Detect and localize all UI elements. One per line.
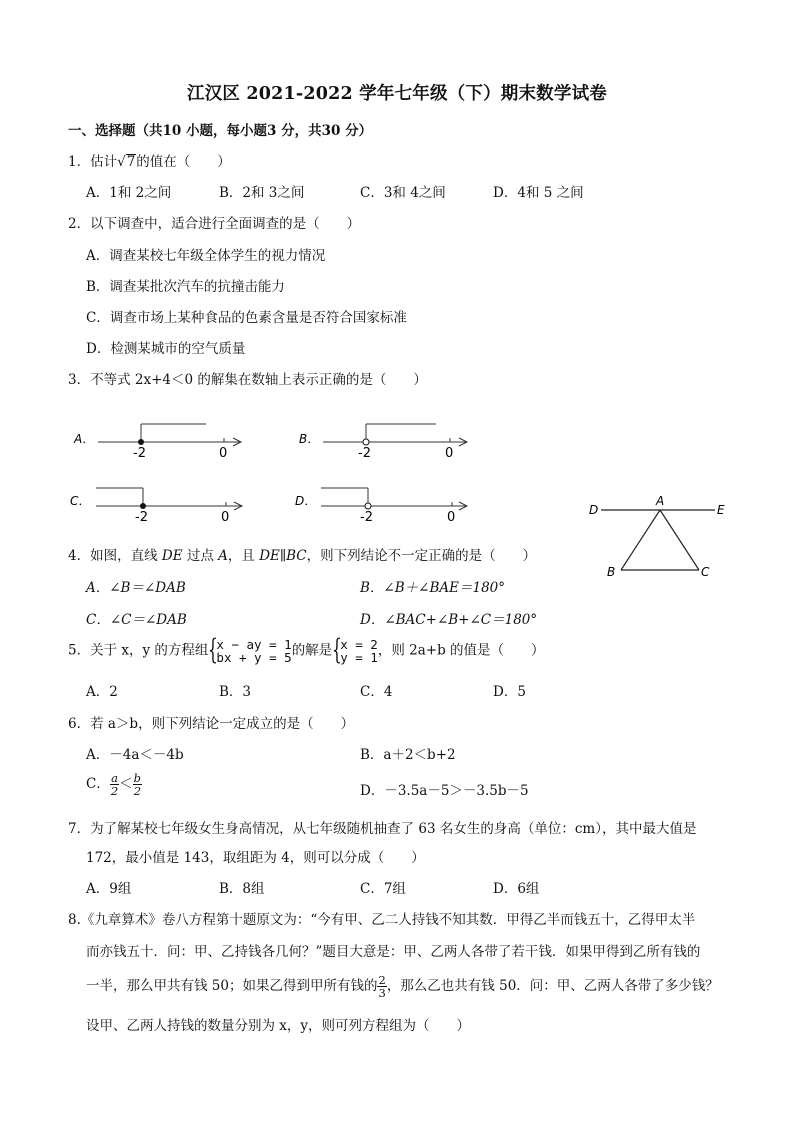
q2-option-d[interactable]: D．检测某城市的空气质量 [86, 341, 246, 357]
tick-minus-2: -2 [360, 510, 373, 525]
q5-option-c[interactable]: C．4 [360, 684, 393, 700]
numerator-a: a [111, 771, 118, 785]
page-title: 江汉区 2021-2022 学年七年级（下）期末数学试卷 [187, 84, 607, 104]
q6-option-d[interactable]: D．－3.5a－5＞－3.5b－5 [360, 783, 529, 799]
q4-option-c[interactable]: C．∠C＝∠DAB [86, 612, 187, 628]
q4-text-3: ，且 [227, 548, 260, 564]
frac-denominator: 3 [378, 986, 386, 1000]
q5-text-3: ，则 2a+b 的值是（ ） [377, 642, 545, 659]
tick-0: 0 [447, 510, 456, 525]
tick-0: 0 [219, 446, 228, 461]
tick-minus-2: -2 [135, 510, 148, 525]
question-8-line-4: 设甲、乙两人持钱的数量分别为 x，y，则可列方程组为（ ） [86, 1018, 471, 1034]
fraction-b-over-2 [133, 772, 142, 797]
tick-minus-2: -2 [133, 446, 146, 461]
q6-option-c-label: C． [86, 776, 110, 792]
number-line-b[interactable] [299, 424, 467, 461]
option-a-label: A． [74, 432, 95, 446]
number-line-d[interactable] [295, 488, 467, 525]
question-3: 3．不等式 2x+4＜0 的解集在数轴上表示正确的是（ ） [68, 372, 427, 388]
number-line-a[interactable] [73, 424, 241, 461]
q6-option-a[interactable]: A．－4a＜－4b [86, 747, 184, 763]
question-6: 6．若 a＞b，则下列结论一定成立的是（ ） [68, 716, 355, 732]
less-than: ＜ [119, 776, 133, 792]
solution-y: y = 1 [340, 650, 378, 665]
number-line-c[interactable] [70, 488, 242, 525]
q8-text-a: 一半，那么甲共有钱 50；如果乙得到甲所有钱的 [86, 978, 378, 994]
triangle-figure [585, 495, 745, 585]
equation-1: x − ay = 1 [216, 637, 292, 652]
q4-line-de: DE [161, 548, 183, 564]
numerator-b: b [133, 771, 142, 785]
label-a: A [656, 495, 665, 508]
q4-text-4: ，则下列结论不一定正确的是（ ） [306, 548, 537, 564]
question-8-line-2: 而亦钱五十．问：甲、乙持钱各几何？”题目大意是：甲、乙两人各带了若干钱．如果甲得到乙所有钱的 [86, 944, 701, 960]
q7-option-d[interactable]: D．6组 [493, 881, 540, 897]
label-c: C [701, 565, 710, 579]
q7-option-c[interactable]: C．7组 [360, 881, 406, 897]
q2-option-c[interactable]: C．调查市场上某种食品的色素含量是否符合国家标准 [86, 310, 407, 326]
q4-option-b[interactable]: B．∠B＋∠BAE＝180° [360, 580, 506, 596]
tick-0: 0 [445, 446, 454, 461]
denominator: 2 [110, 784, 119, 798]
option-b-label: B． [299, 432, 320, 446]
q5-option-a[interactable]: A．2 [86, 684, 118, 700]
sqrt-radicand: 7 [126, 154, 136, 170]
q4-option-d[interactable]: D．∠BAC+∠B+∠C＝180° [360, 612, 538, 628]
q5-option-d[interactable]: D．5 [493, 684, 526, 700]
q4-point-a: A [218, 548, 228, 564]
question-1-prefix: 1．估计 [68, 154, 118, 170]
solution-x: x = 2 [340, 637, 378, 652]
question-7-line-2: 172，最小值是 143，取组距为 4，则可以分成（ ） [86, 850, 425, 866]
option-d-label: D． [295, 494, 317, 508]
q2-option-b[interactable]: B．调查某批次汽车的抗撞击能力 [86, 279, 285, 295]
q4-text-2: 过点 [182, 548, 219, 564]
q7-option-a[interactable]: A．9组 [86, 881, 132, 897]
tick-0: 0 [221, 510, 230, 525]
question-8-line-3 [86, 974, 719, 999]
sqrt-sign: √ [117, 154, 126, 170]
label-b: B [607, 565, 616, 579]
q8-text-b: ，那么乙也共有钱 50．问：甲、乙两人各带了多少钱？ [386, 978, 719, 994]
denominator: 2 [133, 784, 142, 798]
q1-option-a[interactable]: A．1和 2之间 [86, 185, 172, 201]
fraction-two-thirds [377, 974, 386, 999]
frac-numerator: 2 [378, 973, 386, 987]
q6-option-c[interactable] [86, 772, 142, 797]
q5-text-2: 的解是 [291, 642, 333, 659]
q6-option-b[interactable]: B．a＋2＜b+2 [360, 747, 456, 763]
q1-option-d[interactable]: D．4和 5 之间 [493, 185, 584, 201]
q4-option-a[interactable]: A．∠B＝∠DAB [86, 580, 186, 596]
equation-system: { x − ay = 1 bx + y = 5 [208, 633, 292, 666]
q1-option-c[interactable]: C．3和 4之间 [360, 185, 446, 201]
q4-text-1: 4．如图，直线 [68, 548, 162, 564]
label-d: D [589, 503, 599, 517]
section-heading: 一、选择题（共10 小题，每小题3 分，共30 分） [68, 123, 373, 139]
q5-text-1: 5．关于 x，y 的方程组 [68, 642, 209, 659]
question-4 [68, 544, 536, 564]
label-e: E [717, 503, 725, 517]
option-c-label: C． [70, 494, 91, 508]
question-5 [68, 633, 545, 666]
equation-2: bx + y = 5 [216, 650, 292, 665]
question-1 [68, 150, 231, 170]
question-7-line-1: 7．为了解某校七年级女生身高情况，从七年级随机抽查了 63 名女生的身高（单位：cm），其中最大值是 [68, 821, 697, 837]
question-1-suffix: 的值在（ ） [136, 154, 231, 170]
q7-option-b[interactable]: B．8组 [219, 881, 265, 897]
q5-option-b[interactable]: B．3 [219, 684, 252, 700]
question-8-line-1: 8.《九章算术》卷八方程第十题原文为：“今有甲、乙二人持钱不知其数．甲得乙半而钱五十，乙得甲太半 [68, 912, 696, 928]
q2-option-a[interactable]: A．调查某校七年级全体学生的视力情况 [86, 248, 326, 264]
q1-option-b[interactable]: B．2和 3之间 [219, 185, 305, 201]
q4-parallel: DE∥BC [259, 548, 307, 564]
fraction-a-over-2 [110, 772, 119, 797]
tick-minus-2: -2 [358, 446, 371, 461]
question-2: 2．以下调查中，适合进行全面调查的是（ ） [68, 216, 361, 232]
solution-system: { x = 2 y = 1 [332, 633, 378, 666]
